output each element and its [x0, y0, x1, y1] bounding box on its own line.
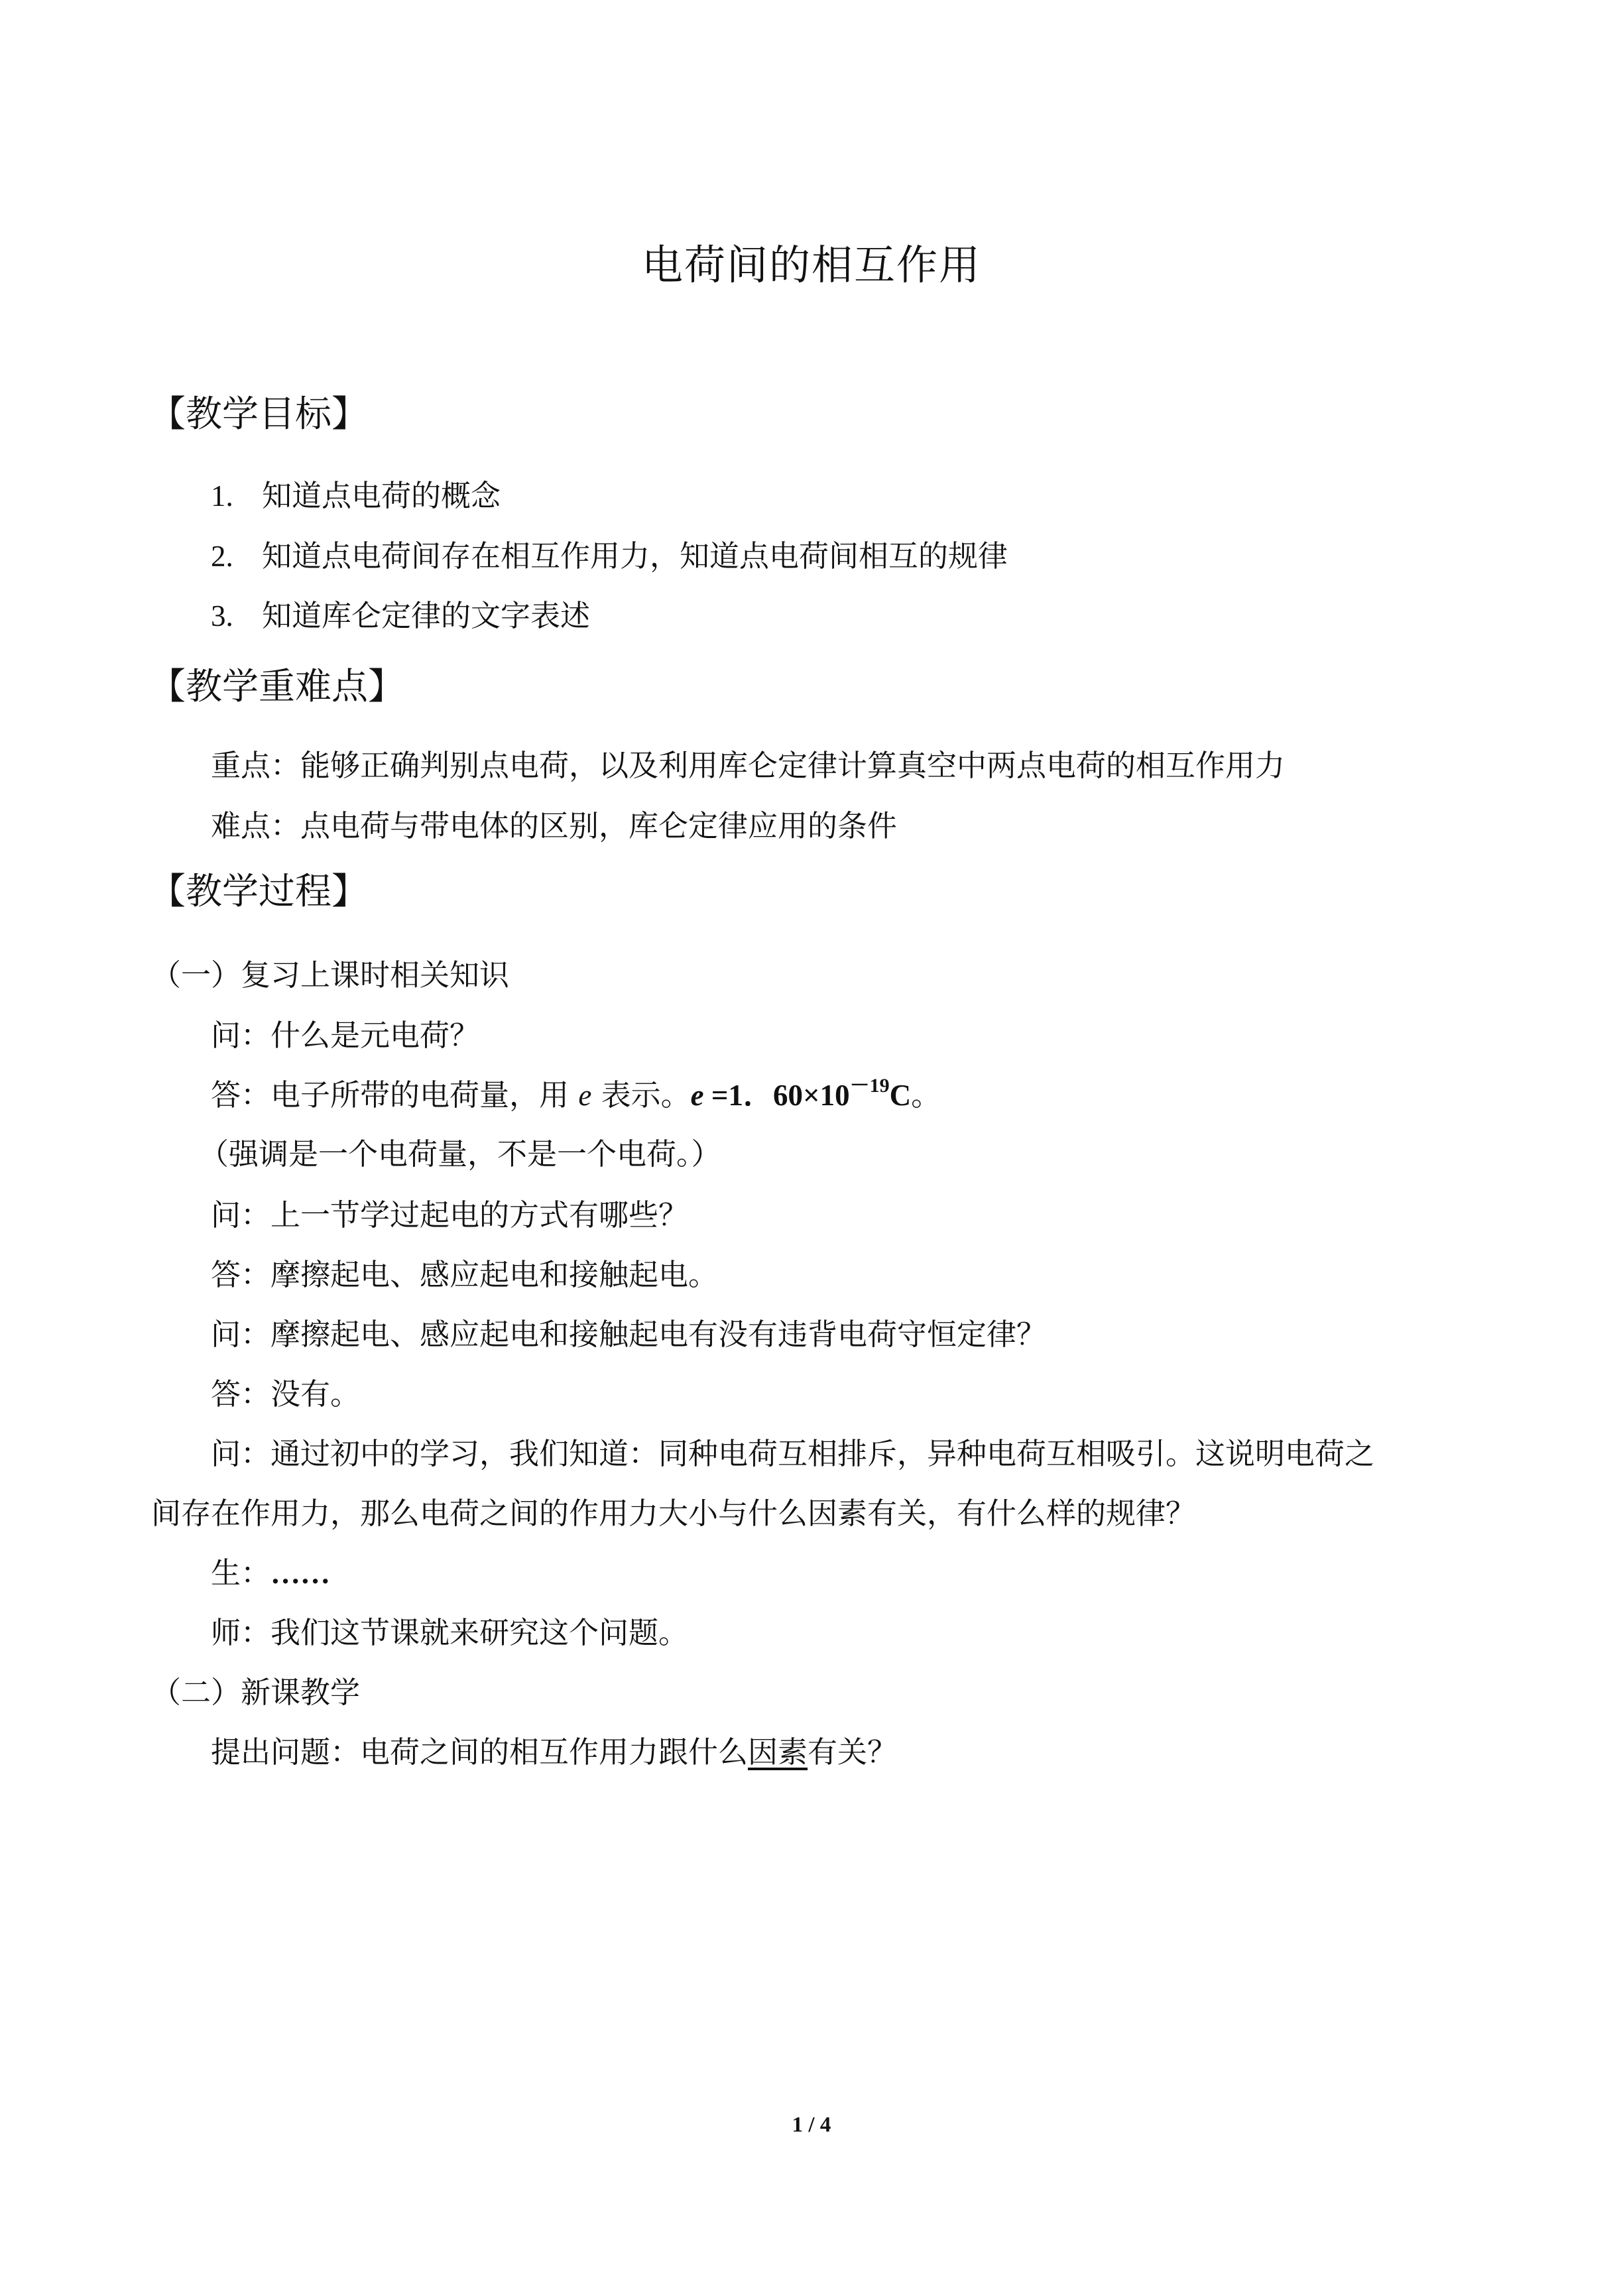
raise-question-text: 有关？ — [808, 1734, 898, 1770]
question-force-line-2: 间存在作用力，那么电荷之间的作用力大小与什么因素有关，有什么样的规律？ — [151, 1496, 1196, 1531]
answer-text: 表示。 — [591, 1077, 691, 1113]
goal-item-text: 知道点电荷间存在相互作用力，知道点电荷间相互的规律 — [262, 538, 1008, 574]
ellipsis: …… — [270, 1557, 331, 1590]
symbol-e-bold: e — [690, 1079, 704, 1112]
keypoints-heading: 【教学重难点】 — [149, 665, 405, 707]
question-conservation: 问：摩擦起电、感应起电和接触起电有没有违背电荷守恒定律？ — [211, 1317, 1047, 1352]
answer-charging-methods: 答：摩擦起电、感应起电和接触起电。 — [211, 1257, 719, 1292]
raise-question-text: 提出问题：电荷之间的相互作用力跟什么 — [211, 1734, 749, 1770]
answer-elementary-charge — [211, 1075, 941, 1115]
student-response — [211, 1553, 330, 1593]
goals-heading: 【教学目标】 — [149, 393, 369, 435]
process-heading: 【教学过程】 — [149, 870, 369, 912]
document-title: 电荷间的相互作用 — [641, 240, 981, 289]
goal-item-text: 知道点电荷的概念 — [262, 478, 501, 513]
difficulty-text: 难点：点电荷与带电体的区别，库仑定律应用的条件 — [211, 808, 898, 843]
answer-text: 答：电子所带的电荷量，用 — [211, 1077, 579, 1113]
answer-text: 。 — [911, 1077, 941, 1113]
student-label: 生： — [211, 1555, 271, 1591]
goal-item-number: 1. — [211, 479, 233, 513]
teacher-response: 师：我们这节课就来研究这个问题。 — [211, 1615, 689, 1650]
question-charging-methods: 问：上一节学过起电的方式有哪些？ — [211, 1197, 689, 1233]
question-force-line-1: 问：通过初中的学习，我们知道：同种电荷互相排斥，异种电荷互相吸引。这说明电荷之 — [211, 1436, 1375, 1471]
section-new-lesson-heading: （二）新课教学 — [151, 1675, 361, 1710]
goal-item-2 — [211, 536, 1008, 576]
raise-question — [211, 1732, 897, 1772]
question-elementary-charge: 问：什么是元电荷？ — [211, 1018, 480, 1053]
key-point-text: 重点：能够正确判别点电荷，以及利用库仑定律计算真空中两点电荷的相互作用力 — [211, 748, 1286, 783]
symbol-e: e — [578, 1079, 592, 1112]
goal-item-3 — [211, 596, 590, 636]
answer-conservation: 答：没有。 — [211, 1376, 361, 1412]
goal-item-number: 3. — [211, 599, 233, 633]
goal-item-number: 2. — [211, 540, 233, 573]
page-number: 1 / 4 — [792, 2113, 831, 2137]
goal-item-1 — [211, 476, 501, 516]
goal-item-text: 知道库仑定律的文字表述 — [262, 598, 591, 633]
section-review-heading: （一）复习上课时相关知识 — [151, 957, 510, 993]
charge-unit: C — [889, 1079, 912, 1112]
charge-value: =1．60×10 — [703, 1079, 850, 1112]
charge-exponent: －19 — [849, 1075, 890, 1097]
underlined-factor: 因素 — [748, 1734, 808, 1770]
emphasis-note: （强调是一个电荷量，不是一个电荷。） — [199, 1136, 721, 1172]
